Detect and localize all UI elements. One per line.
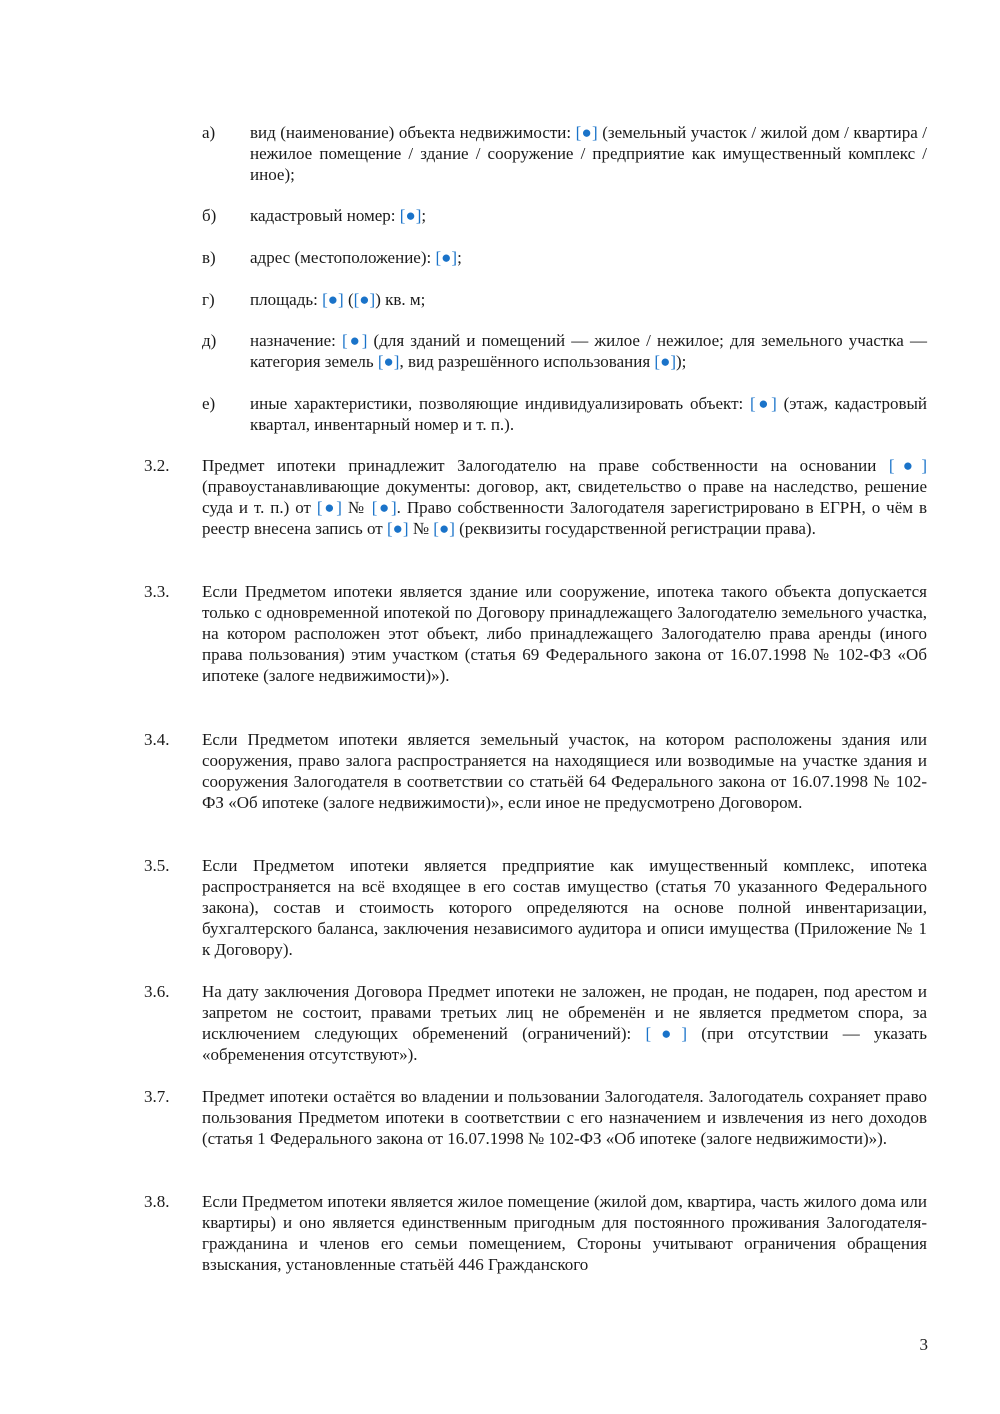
clause-number: 3.2.: [144, 456, 170, 475]
placeholder-marker[interactable]: [●]: [386, 519, 409, 538]
clause-text: Если Предметом ипотеки является предприятие как имущественный комплекс, ипотека распространяется на всё входящее в его состав имущество (статья 70 указанного Федерального закона), состав и стоимость которого определяются на основе полной инвентаризации, бухгалтерского баланса, заключения независимого аудитора и описи имущества (Приложение № 1 к Договору).: [202, 856, 927, 959]
placeholder-marker[interactable]: [●]: [575, 123, 598, 142]
clause-number: 3.8.: [144, 1192, 170, 1211]
placeholder-marker[interactable]: [●]: [435, 248, 458, 267]
clause-text: Предмет ипотеки принадлежит Залогодателю на праве собственности на основании [●] (правоустанавливающие документы: договор, акт, свидетельство о праве на наследство, решение суда и т. п.) от [●] № [●]. Право собственности Залогодателя зарегистрировано в ЕГРН, о чём в реестр внесена запись от [●] № [●] (реквизиты государственной регистрации права).: [202, 456, 928, 538]
clause-number: 3.4.: [144, 730, 170, 749]
sub-item-label: в): [202, 248, 216, 267]
placeholder-marker[interactable]: [●]: [377, 352, 400, 371]
page-number: 3: [919, 1335, 928, 1354]
sub-item-text: адрес (местоположение): [●];: [250, 248, 462, 267]
clause-text: Предмет ипотеки остаётся во владении и пользовании Залогодателя. Залогодатель сохраняет право пользования Предметом ипотеки в соответствии с его назначением и извлечения из него доходов (статья 1 Федерального закона от 16.07.1998 № 102-ФЗ «Об ипотеке (залоге недвижимости)»).: [202, 1087, 927, 1148]
sub-item-text: иные характеристики, позволяющие индивидуализировать объект: [●] (этаж, кадастровый квартал, инвентарный номер и т. п.).: [250, 394, 927, 434]
clause-text: Если Предметом ипотеки является жилое помещение (жилой дом, квартира, часть жилого дома или квартиры) и оно является единственным пригодным для постоянного проживания Залогодателя-гражданина и членов его семьи помещением, Стороны учитывают ограничения обращения взыскания, установленные статьёй 446 Гражданского: [202, 1192, 927, 1274]
sub-item-text: площадь: [●] ([●]) кв. м;: [250, 290, 426, 309]
sub-item-label: г): [202, 290, 215, 309]
sub-item-text: вид (наименование) объекта недвижимости: [●] (земельный участок / жилой дом / квартира / нежилое помещение / здание / сооружение / предприятие как имущественный комплекс / иное);: [250, 123, 927, 184]
sub-item-text: кадастровый номер: [●];: [250, 206, 427, 225]
placeholder-marker[interactable]: [●]: [433, 519, 455, 538]
placeholder-marker[interactable]: [●]: [342, 331, 368, 350]
placeholder-marker[interactable]: [●]: [316, 498, 342, 517]
placeholder-marker[interactable]: [●]: [645, 1024, 688, 1043]
clause-number: 3.5.: [144, 856, 170, 875]
sub-item-label: б): [202, 206, 217, 225]
sub-item-text: назначение: [●] (для зданий и помещений — жилое / нежилое; для земельного участка — категория земель [●], вид разрешённого использования [●]);: [250, 331, 927, 371]
placeholder-marker[interactable]: [●]: [371, 498, 397, 517]
placeholder-marker[interactable]: [●]: [750, 394, 777, 413]
placeholder-marker[interactable]: [●]: [654, 352, 676, 371]
placeholder-marker[interactable]: [●]: [399, 206, 422, 225]
sub-item-label: а): [202, 123, 216, 142]
placeholder-marker[interactable]: [●]: [353, 290, 376, 309]
clause-text: Если Предметом ипотеки является земельный участок, на котором расположены здания или сооружения, право залога распространяется на находящиеся или возводимые на участке здания и сооружения Залогодателя в соответствии со статьёй 64 Федерального закона от 16.07.1998 № 102-ФЗ «Об ипотеке (залоге недвижимости)», если иное не предусмотрено Договором.: [202, 730, 927, 812]
clause-number: 3.6.: [144, 982, 170, 1001]
clause-number: 3.7.: [144, 1087, 170, 1106]
clause-text: Если Предметом ипотеки является здание или сооружение, ипотека такого объекта допускается только с одновременной ипотекой по Договору принадлежащего Залогодателю земельного участка, на котором расположен этот объект, либо принадлежащего Залогодателю права аренды (иного права пользования) этим участком (статья 69 Федерального закона от 16.07.1998 № 102-ФЗ «Об ипотеке (залоге недвижимости)»).: [202, 582, 927, 685]
clause-text: На дату заключения Договора Предмет ипотеки не заложен, не продан, не подарен, под арестом и запретом не состоит, правами третьих лиц не обременён и не является предметом спора, за исключением следующих обременений (ограничений): [●] (при отсутствии — указать «обременения отсутствуют»).: [202, 982, 927, 1064]
placeholder-marker[interactable]: [●]: [322, 290, 344, 309]
sub-item-label: е): [202, 394, 216, 413]
sub-item-label: д): [202, 331, 217, 350]
clause-number: 3.3.: [144, 582, 170, 601]
placeholder-marker[interactable]: [●]: [888, 456, 928, 475]
